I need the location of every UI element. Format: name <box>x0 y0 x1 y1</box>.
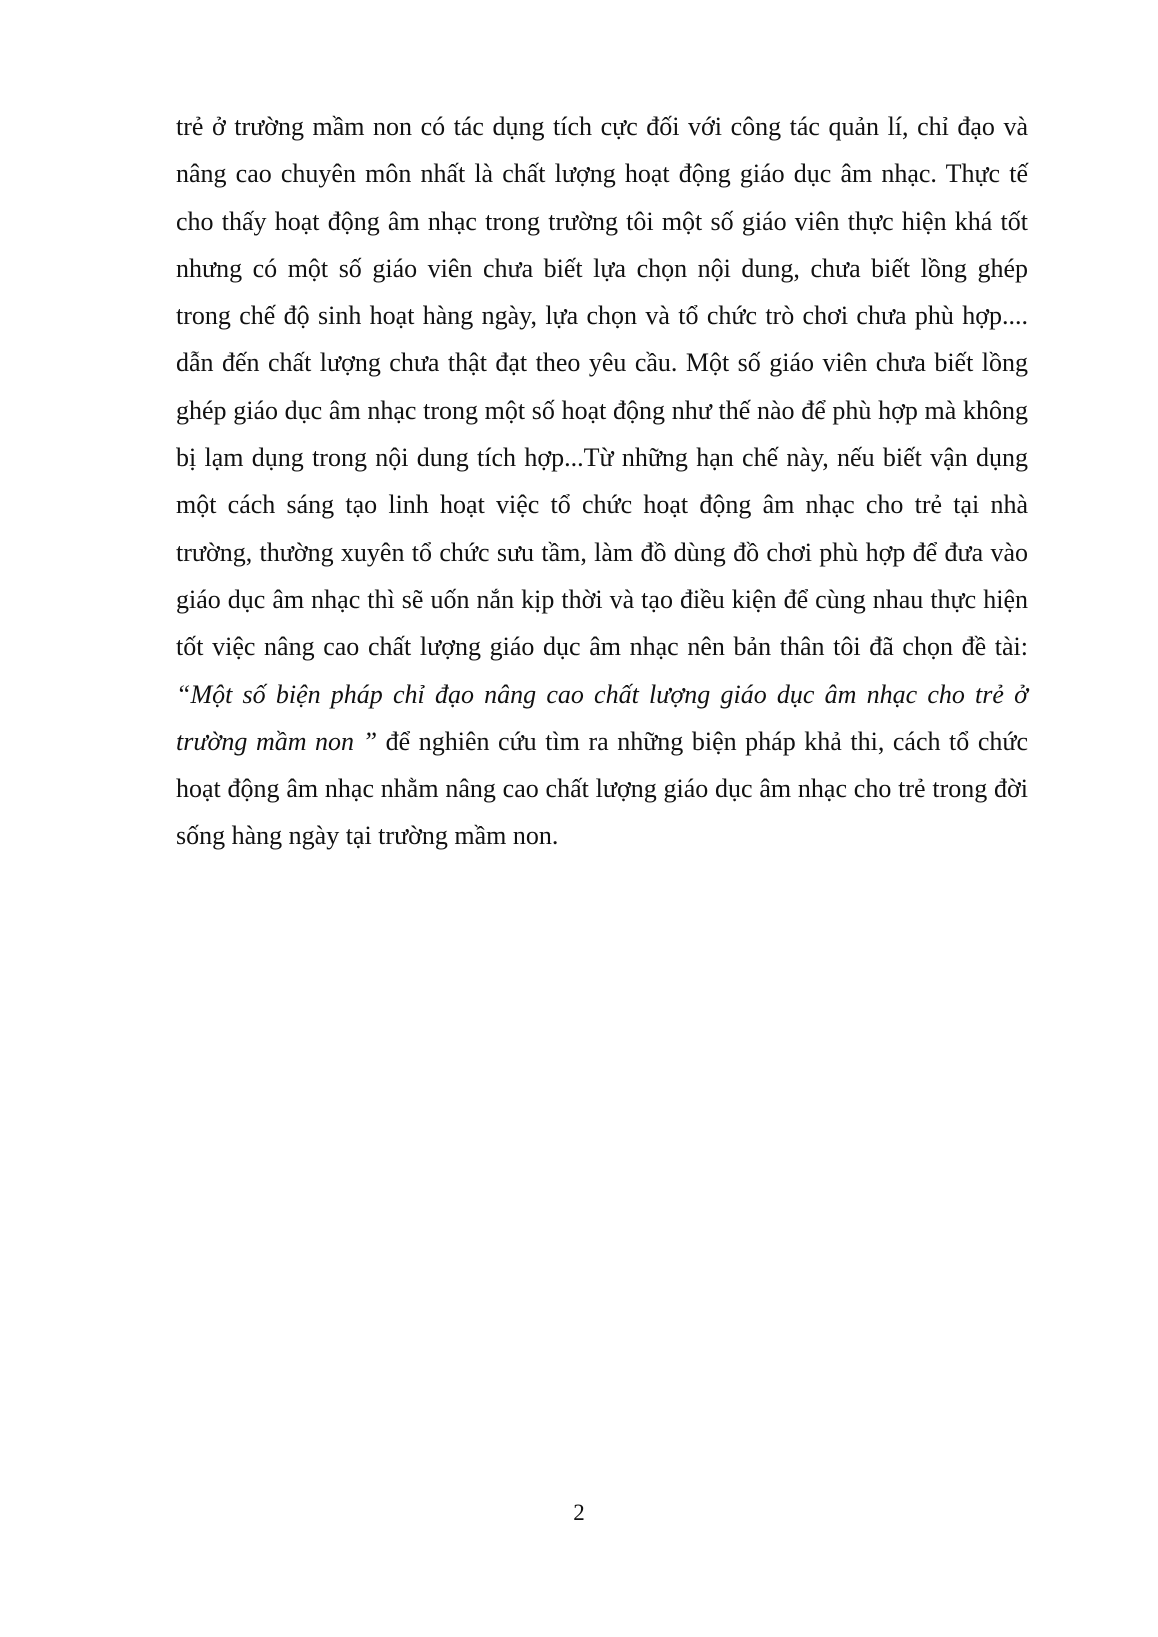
page-number: 2 <box>573 1500 585 1525</box>
paragraph-text-after: để nghiên cứu tìm ra những biện pháp khả thi, cách tổ chức hoạt động âm nhạc nhằm nâng cao chất lượng giáo dục âm nhạc cho trẻ trong đời sống hàng ngày tại trường mầm non. <box>176 726 1028 851</box>
paragraph-text-before: trẻ ở trường mầm non có tác dụng tích cực đối với công tác quản lí, chỉ đạo và nâng cao chuyên môn nhất là chất lượng hoạt động giáo dục âm nhạc. Thực tế cho thấy hoạt động âm nhạc trong trường tôi một số giáo viên thực hiện khá tốt nhưng có một số giáo viên chưa biết lựa chọn nội dung, chưa biết lồng ghép trong chế độ sinh hoạt hàng ngày, lựa chọn và tổ chức trò chơi chưa phù hợp.... dẫn đến chất lượng chưa thật đạt theo yêu cầu. Một số giáo viên chưa biết lồng ghép giáo dục âm nhạc trong một số hoạt động như thế nào để phù hợp mà không bị lạm dụng trong nội dung tích hợp...Từ những hạn chế này, nếu biết vận dụng một cách sáng tạo linh hoạt việc tổ chức hoạt động âm nhạc cho trẻ tại nhà trường, thường xuyên tổ chức sưu tầm, làm đồ dùng đồ chơi phù hợp để đưa vào giáo dục âm nhạc thì sẽ uốn nắn kịp thời và tạo điều kiện để cùng nhau thực hiện tốt việc nâng cao chất lượng giáo dục âm nhạc nên bản thân tôi đã chọn đề tài: <box>176 112 1028 662</box>
body-paragraph <box>176 103 1028 860</box>
thesis-title-italic: “Một số biện pháp chỉ đạo nâng cao chất lượng giáo dục âm nhạc cho trẻ ở trường mầm non ” <box>176 679 1028 756</box>
